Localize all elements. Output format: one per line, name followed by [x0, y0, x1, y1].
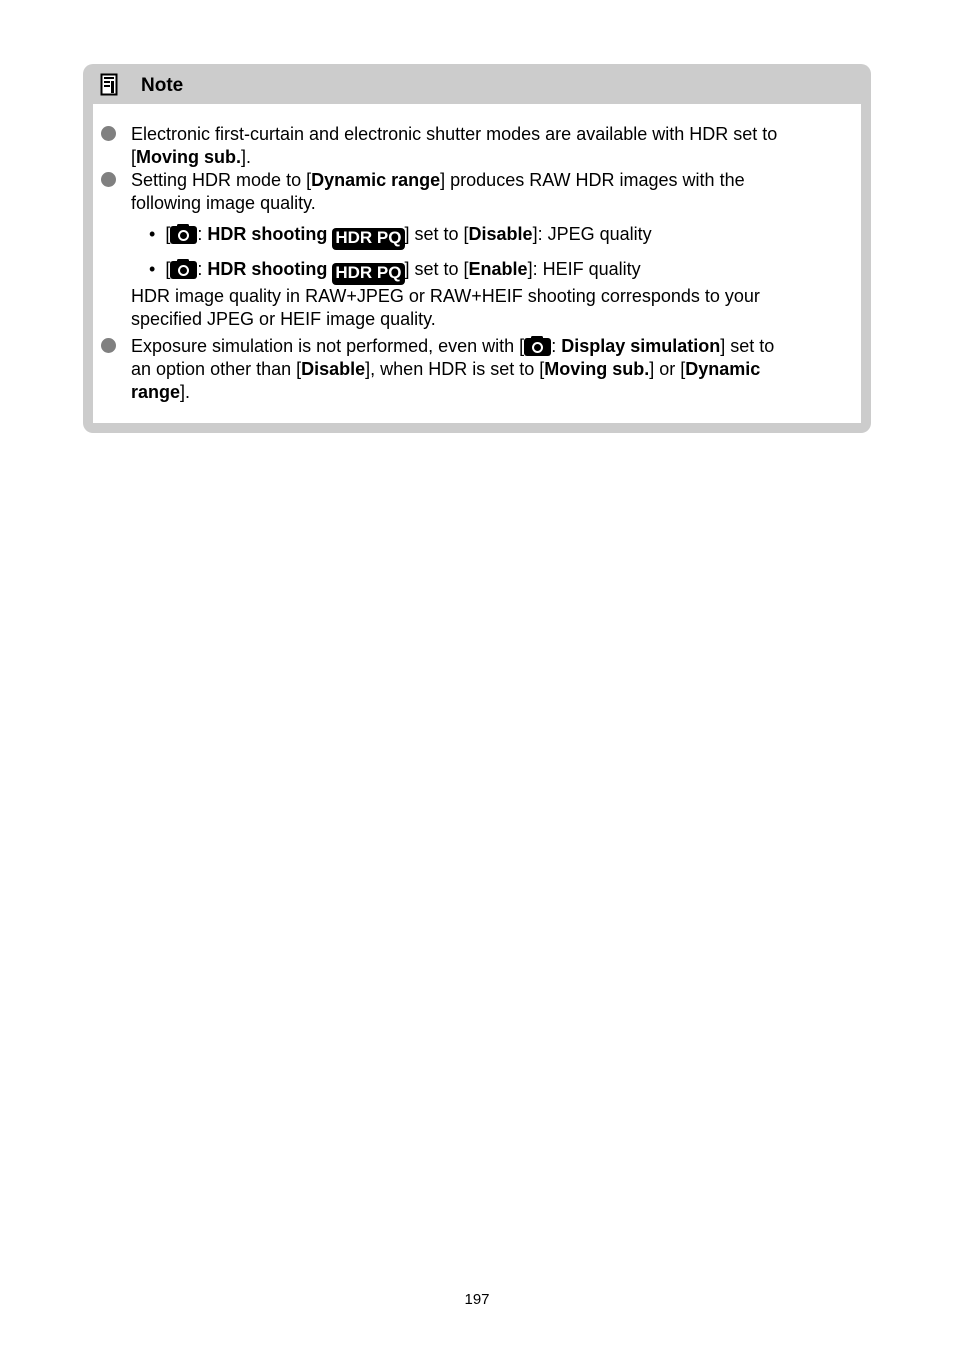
bullet3-line2: an option other than [Disable], when HDR is set to [Moving sub.] or [Dynamic — [131, 359, 761, 379]
bullet-dot-icon — [101, 338, 116, 353]
hdr-pq-badge: HDR PQ — [332, 228, 404, 250]
bullet2-line3: HDR image quality in RAW+JPEG or RAW+HEIF shooting corresponds to your — [131, 286, 760, 306]
page-number: 197 — [464, 1291, 490, 1308]
bullet2-line2: following image quality. — [131, 193, 316, 213]
moving-sub-label: Moving sub. — [136, 147, 242, 167]
bullet2-line1: Setting HDR mode to [Dynamic range] produces RAW HDR images with the — [131, 170, 745, 190]
display-simulation-label: Display simulation — [561, 336, 721, 356]
note-header — [83, 64, 871, 104]
camera-icon — [170, 259, 197, 279]
dynamic-range-label: Dynamic range — [311, 170, 441, 190]
note-title: Note — [141, 75, 184, 96]
camera-icon — [170, 224, 197, 244]
bullet2-line4: specified JPEG or HEIF image quality. — [131, 309, 436, 329]
bullet1-line2: [Moving sub.]. — [131, 147, 252, 167]
bullet-dot-icon — [101, 126, 116, 141]
bullet3-line3: range]. — [131, 382, 191, 402]
bullet3-line1: Exposure simulation is not performed, even with [ : Display simulation] set to — [131, 336, 775, 356]
note-icon — [100, 73, 120, 97]
sub-item-disable: • [ : HDR shooting HDR PQ ] set to [Disable]: JPEG quality — [149, 222, 652, 250]
bullet1-line1: Electronic first-curtain and electronic shutter modes are available with HDR set to — [131, 124, 778, 144]
bullet-dot-icon — [101, 172, 116, 187]
sub-item-enable: • [ : HDR shooting HDR PQ ] set to [Enable]: HEIF quality — [149, 257, 641, 285]
hdr-pq-badge: HDR PQ — [332, 263, 404, 285]
note-box — [83, 64, 871, 433]
camera-icon — [524, 336, 551, 356]
note-body — [93, 104, 861, 423]
